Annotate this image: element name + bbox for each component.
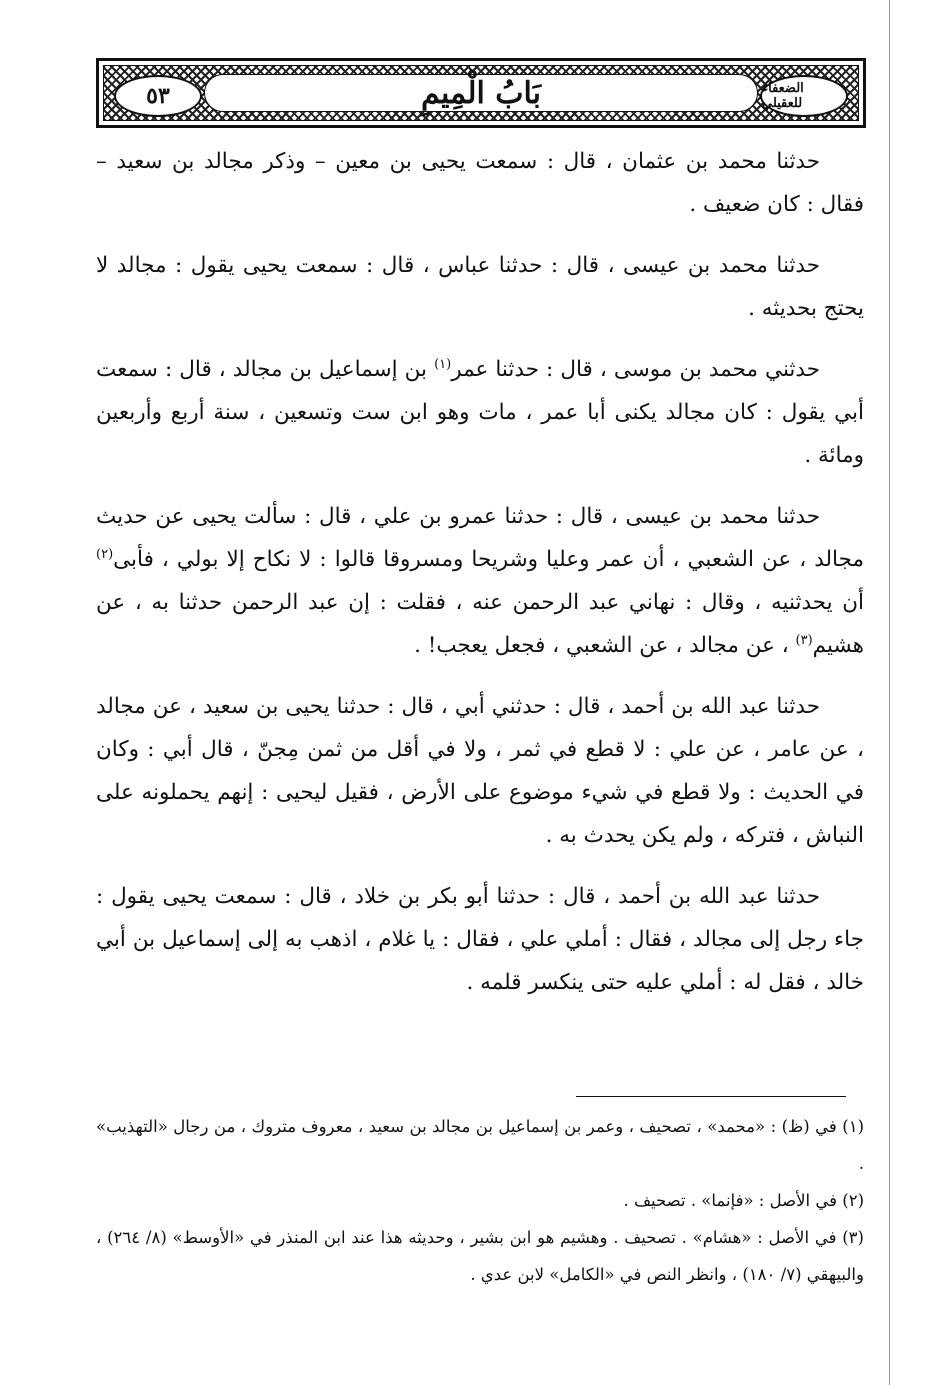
page-header-frame [96, 58, 866, 128]
paragraph-4: حدثنا محمد بن عيسى ، قال : حدثنا عمرو بن علي ، قال : سألت يحيى عن حديث مجالد ، عن الشعبي ، أن عمر وعليا وشريحا ومسروقا قالوا : لا نكاح إلا بولي ، فأبى$^{(٢)}$ أن يحدثنيه ، وقال : نهاني عبد الرحمن عنه ، فقلت : إن عبد الرحمن حدثنا به ، عن هشيم$^{(٣)}$ ، عن مجالد ، عن الشعبي ، فجعل يعجب! . [96, 504, 864, 658]
paragraph-5: حدثنا عبد الله بن أحمد ، قال : حدثني أبي ، قال : حدثنا يحيى بن سعيد ، عن مجالد ، عن عامر ، عن علي : لا قطع في ثمر ، ولا في أقل من ثمن مِجنّ ، قال أبي : وكان في الحديث : ولا قطع في شيء موضوع على الأرض ، فقيل ليحيى : إنهم يحملونه على النباش ، فتركه ، ولم يكن يحدث به . [96, 694, 864, 848]
chapter-title: بَابُ الْمِيمِ [420, 75, 541, 111]
footnote-ref-1[interactable]: (١) [434, 356, 452, 372]
page-edge-rule [889, 0, 890, 1385]
footnote-2: (٢) في الأصل : «فإنما» . تصحيف . [623, 1191, 864, 1210]
footnote-1: (١) في (ظ) : «محمد» ، تصحيف ، وعمر بن إسماعيل بن مجالد بن سعيد ، معروف متروك ، من رجال «التهذيب» . [96, 1117, 864, 1173]
main-text [96, 140, 864, 1022]
ornamental-border [103, 65, 859, 121]
paragraph-6: حدثنا عبد الله بن أحمد ، قال : حدثنا أبو بكر بن خلاد ، قال : سمعت يحيى يقول : جاء رجل إلى مجالد ، فقال : أملي علي ، فقال : يا غلام ، اذهب به إلى إسماعيل بن أبي خالد ، فقل له : أملي عليه حتى ينكسر قلمه . [96, 884, 864, 995]
footnote-3: (٣) في الأصل : «هشام» . تصحيف . وهشيم هو ابن بشير ، وحديثه هذا عند ابن المنذر في «الأوسط» (٨/ ٢٦٤) ، والبيهقي (٧/ ١٨٠) ، وانظر النص في «الكامل» لابن عدي . [96, 1228, 864, 1284]
footnotes [96, 1108, 864, 1293]
paragraph-3: حدثني محمد بن موسى ، قال : حدثنا عمر$^{(١)}$ بن إسماعيل بن مجالد ، قال : سمعت أبي يقول : كان مجالد يكنى أبا عمر ، مات وهو ابن ست وتسعين ، سنة أربع وأربعين ومائة . [96, 356, 864, 468]
paragraph-1: حدثنا محمد بن عثمان ، قال : سمعت يحيى بن معين – وذكر مجالد بن سعيد – فقال : كان ضعيف . [96, 149, 864, 217]
footnote-ref-2[interactable]: (٢) [96, 546, 114, 562]
page-number: ٥٣ [114, 75, 202, 117]
footnote-ref-3[interactable]: (٣) [795, 632, 813, 648]
footnote-separator [576, 1096, 846, 1097]
book-logo: الضعفاء للعقيلي [760, 75, 848, 117]
chapter-banner [204, 74, 758, 112]
paragraph-2: حدثنا محمد بن عيسى ، قال : حدثنا عباس ، قال : سمعت يحيى يقول : مجالد لا يحتج بحديثه . [96, 253, 864, 321]
